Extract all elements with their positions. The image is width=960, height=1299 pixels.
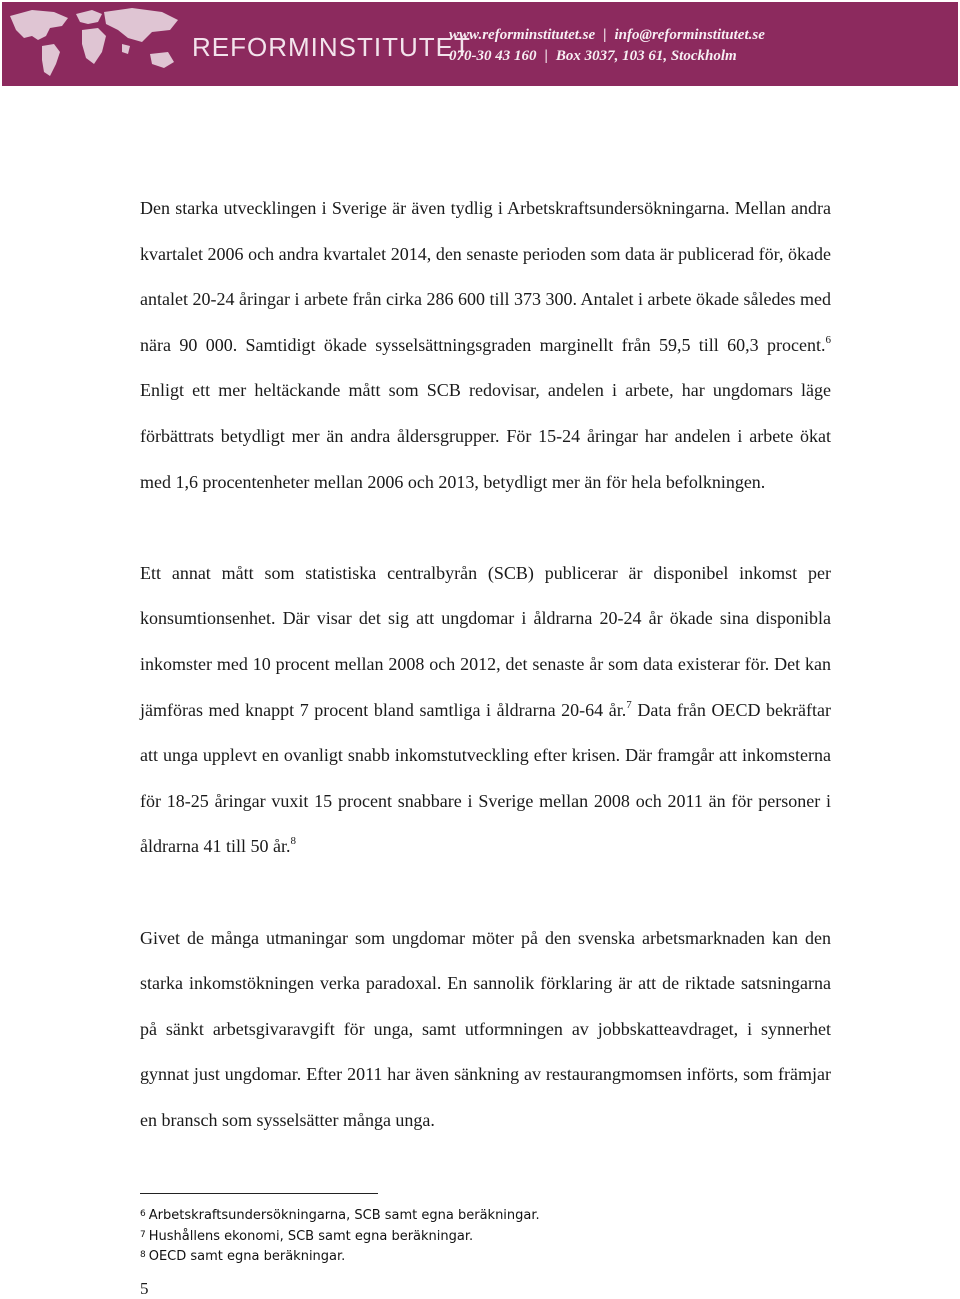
website-link[interactable]: www.reforminstitutet.se xyxy=(449,27,596,43)
paragraph-explanation: Givet de många utmaningar som ungdomar möter på den svenska arbetsmarknaden kan den starka inkomstökningen verka paradoxal. En sannolik förklaring är att de riktade satsningarna på sänkt arbetsgivaravgift för unga, samt utformningen av jobbskatteavdraget, i synnerhet gynnat just ungdomar. Efter 2011 har även sänkning av restaurangmomsen införts, som främjar en bransch som sysselsätter många unga. xyxy=(140,927,831,1130)
world-map-logo xyxy=(2,2,192,86)
postal-address: Box 3037, 103 61, Stockholm xyxy=(555,48,737,64)
brand-wordmark: REFORMINSTITUTET xyxy=(192,32,471,62)
footnote-divider xyxy=(140,1193,378,1194)
email-link[interactable]: info@reforminstitutet.se xyxy=(614,27,765,43)
footnote-ref-8[interactable]: 8 xyxy=(290,835,296,848)
phone-number: 070-30 43 160 xyxy=(449,48,537,64)
page-number: 5 xyxy=(140,1279,149,1298)
footnote-item: $^8$ OECD samt egna beräkningar. xyxy=(140,1249,346,1264)
paragraph-employment: Den starka utvecklingen i Sverige är även tydlig i Arbetskraftsundersökningarna. Mellan andra kvartalet 2006 och andra kvartalet 2014, den senaste perioden som data är publicerad för, ökade antalet 20-24 åringar i arbete från cirka 286 600 till 373 300. Antalet i arbete ökade således med nära 90 000. Samtidigt ökade sysselsättningsgraden marginellt från 59,5 till 60,3 procent.$^6$ Enligt ett mer heltäckande mått som SCB redovisar, andelen i arbete, har ungdomars läge förbättrats betydligt mer än andra åldersgrupper. För 15-24 åringar har andelen i arbete ökat med 1,6 procentenheter mellan 2006 och 2013, betydligt mer än för hela befolkningen. xyxy=(140,198,831,492)
footnote-item: $^6$ Arbetskraftsundersökningarna, SCB samt egna beräkningar. xyxy=(140,1208,540,1223)
footnote-ref-7[interactable]: 7 xyxy=(626,698,632,711)
contact-separator: | xyxy=(544,48,548,64)
contact-info xyxy=(449,25,849,67)
body-text xyxy=(140,186,831,1189)
footnotes xyxy=(140,1205,840,1267)
footnote-item: $^7$ Hushållens ekonomi, SCB samt egna beräkningar. xyxy=(140,1228,474,1244)
footnote-ref-6[interactable]: 6 xyxy=(825,333,831,346)
page-header xyxy=(2,2,958,86)
contact-separator: | xyxy=(603,27,607,43)
paragraph-income: Ett annat mått som statistiska centralbyrån (SCB) publicerar är disponibel inkomst per konsumtionsenhet. Där visar det sig att ungdomar i åldrarna 20-24 år ökade sina disponibla inkomster med 10 procent mellan 2008 och 2012, det senaste år som data existerar för. Det kan jämföras med knappt 7 procent bland samtliga i åldrarna 20-64 år.$^7$ Data från OECD bekräftar att unga upplevt en ovanligt snabb inkomstutveckling efter krisen. Där framgår att inkomsterna för 18-25 åringar vuxit 15 procent snabbare i Sverige mellan 2008 och 2011 än för personer i åldrarna 41 till 50 år.$^8$ xyxy=(140,562,831,857)
